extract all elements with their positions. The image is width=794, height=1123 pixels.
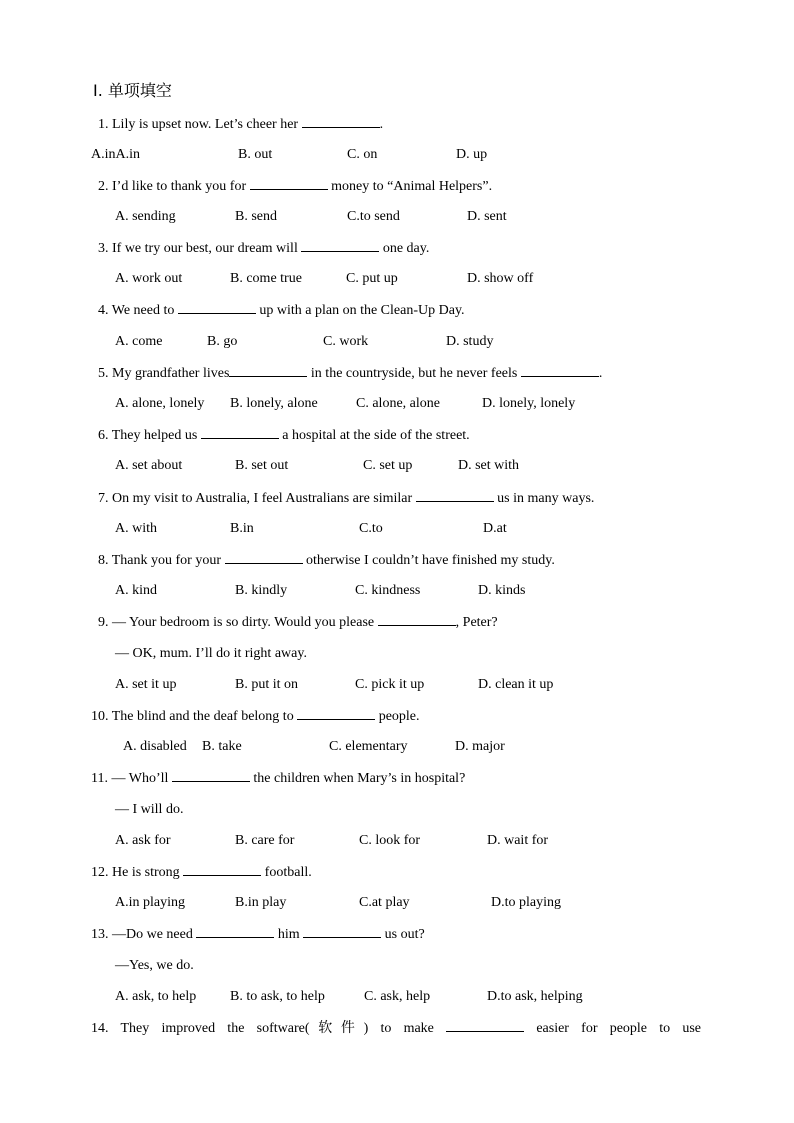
answer-option[interactable]: D.to playing [491, 895, 561, 910]
stem-text: I’d like to thank you for [112, 179, 250, 194]
answer-option[interactable]: A. set about [115, 458, 183, 473]
question-number: 13. [91, 927, 109, 942]
answer-option[interactable]: B. out [238, 147, 273, 162]
question-number: 10. [91, 709, 109, 724]
question-number: 6. [98, 428, 109, 443]
answer-option[interactable]: D. sent [467, 209, 507, 224]
question-stem [91, 925, 425, 944]
question-number: 7. [98, 491, 109, 506]
stem-text: — Who’ll [111, 771, 172, 786]
answer-option[interactable]: B. kindly [235, 583, 288, 598]
answer-option[interactable]: C. set up [363, 458, 413, 473]
answer-blank[interactable] [446, 1019, 524, 1032]
answer-blank[interactable] [183, 863, 261, 876]
reply-line: —Yes, we do. [115, 958, 194, 973]
answer-option[interactable]: C. on [347, 147, 378, 162]
answer-option[interactable]: C. pick it up [355, 677, 425, 692]
question-stem [98, 239, 429, 258]
stem-text: Thank you for your [111, 553, 225, 568]
answer-option[interactable]: B. send [235, 209, 277, 224]
question-number: 11. [91, 771, 108, 786]
answer-option[interactable]: D. kinds [478, 583, 526, 598]
answer-option[interactable]: A. ask, to help [115, 989, 197, 1004]
answer-blank[interactable] [178, 301, 256, 314]
answer-option[interactable]: A. set it up [115, 677, 177, 692]
answer-blank[interactable] [378, 613, 456, 626]
answer-option[interactable]: A. ask for [115, 833, 171, 848]
answer-option[interactable]: D. set with [458, 458, 520, 473]
answer-option[interactable]: A. alone, lonely [115, 396, 205, 411]
stem-text: The blind and the deaf belong to [111, 709, 298, 724]
answer-option[interactable]: C.at play [359, 895, 410, 910]
answer-option[interactable]: B.in [230, 521, 254, 536]
answer-option[interactable]: B. put it on [235, 677, 299, 692]
answer-option[interactable]: D. clean it up [478, 677, 554, 692]
question-stem [98, 426, 470, 445]
answer-option[interactable]: D. major [455, 739, 505, 754]
question-stem [91, 707, 420, 726]
answer-option[interactable]: A. sending [115, 209, 176, 224]
answer-blank[interactable] [302, 115, 380, 128]
answer-option[interactable]: D. up [456, 147, 488, 162]
answer-option[interactable]: A. disabled [123, 739, 187, 754]
answer-option[interactable]: B. lonely, alone [230, 396, 318, 411]
answer-option[interactable]: D. study [446, 334, 494, 349]
question-stem [91, 863, 312, 882]
answer-blank[interactable] [297, 707, 375, 720]
stem-text: . [598, 366, 603, 381]
stem-text: They helped us [111, 428, 201, 443]
answer-option[interactable]: B. come true [230, 271, 302, 286]
stem-text: — Your bedroom is so dirty. Would you please [112, 615, 378, 630]
question-stem [98, 115, 383, 134]
answer-option[interactable]: A. come [115, 334, 163, 349]
stem-text: They improved the software(软件) to make [120, 1021, 447, 1036]
answer-option[interactable]: A.in playing [115, 895, 185, 910]
answer-option[interactable]: D. wait for [487, 833, 549, 848]
answer-option[interactable]: D. lonely, lonely [482, 396, 576, 411]
answer-blank[interactable] [301, 239, 379, 252]
answer-option[interactable]: A. kind [115, 583, 157, 598]
answer-blank[interactable] [303, 925, 381, 938]
stem-text: us out? [381, 927, 425, 942]
answer-option[interactable]: B.in play [235, 895, 287, 910]
stem-text: money to “Animal Helpers”. [327, 179, 493, 194]
answer-blank[interactable] [229, 364, 307, 377]
question-stem [91, 769, 465, 788]
stem-text: football. [261, 865, 312, 880]
answer-option[interactable]: C. put up [346, 271, 398, 286]
answer-blank[interactable] [201, 426, 279, 439]
section-title: Ⅰ. 单项填空 [93, 81, 172, 100]
answer-option[interactable]: D.at [483, 521, 507, 536]
answer-option[interactable]: C.to send [347, 209, 400, 224]
question-number: 9. [98, 615, 109, 630]
answer-option[interactable]: B. take [202, 739, 242, 754]
stem-text: . [379, 117, 384, 132]
question-stem [98, 489, 594, 508]
answer-option[interactable]: D.to ask, helping [487, 989, 583, 1004]
answer-option[interactable]: B. care for [235, 833, 295, 848]
question-stem [98, 177, 492, 196]
answer-option[interactable]: C. look for [359, 833, 421, 848]
answer-blank[interactable] [250, 177, 328, 190]
stem-text: My grandfather lives [112, 366, 230, 381]
stem-text: us in many ways. [493, 491, 595, 506]
stem-text: easier for people to use [524, 1021, 701, 1036]
stem-text: He is strong [112, 865, 184, 880]
answer-blank[interactable] [225, 551, 303, 564]
answer-blank[interactable] [416, 489, 494, 502]
question-stem [98, 301, 465, 320]
stem-text: —Do we need [112, 927, 197, 942]
answer-blank[interactable] [196, 925, 274, 938]
answer-option[interactable]: A.inA.in [91, 147, 140, 162]
answer-option[interactable]: A. work out [115, 271, 183, 286]
question-stem [98, 613, 498, 632]
reply-line: — OK, mum. I’ll do it right away. [115, 646, 307, 661]
stem-text: On my visit to Australia, I feel Australians are similar [112, 491, 416, 506]
stem-text: a hospital at the side of the street. [278, 428, 470, 443]
answer-option[interactable]: C. alone, alone [356, 396, 440, 411]
question-number: 14. [91, 1021, 109, 1036]
answer-option[interactable]: D. show off [467, 271, 534, 286]
stem-text: one day. [379, 241, 430, 256]
stem-text: If we try our best, our dream will [112, 241, 302, 256]
answer-blank[interactable] [521, 364, 599, 377]
stem-text: We need to [111, 303, 178, 318]
answer-option[interactable]: C. elementary [329, 739, 408, 754]
stem-text: otherwise I couldn’t have finished my study. [302, 553, 555, 568]
question-number: 3. [98, 241, 109, 256]
question-stem [98, 551, 555, 570]
answer-option[interactable]: B. go [207, 334, 238, 349]
reply-line: — I will do. [115, 802, 184, 817]
answer-option[interactable]: B. set out [235, 458, 289, 473]
stem-text: Lily is upset now. Let’s cheer her [112, 117, 302, 132]
question-stem [98, 364, 602, 383]
question-number: 12. [91, 865, 109, 880]
answer-option[interactable]: C. ask, help [364, 989, 431, 1004]
answer-option[interactable]: A. with [115, 521, 157, 536]
stem-text: people. [375, 709, 420, 724]
question-number: 2. [98, 179, 109, 194]
question-number: 8. [98, 553, 109, 568]
question-number: 1. [98, 117, 109, 132]
answer-option[interactable]: C. work [323, 334, 369, 349]
stem-text: up with a plan on the Clean-Up Day. [255, 303, 465, 318]
question-number: 5. [98, 366, 109, 381]
stem-text: him [274, 927, 304, 942]
answer-option[interactable]: B. to ask, to help [230, 989, 325, 1004]
stem-text: , Peter? [455, 615, 498, 630]
stem-text: the children when Mary’s in hospital? [249, 771, 466, 786]
question-number: 4. [98, 303, 109, 318]
question-stem [91, 1019, 701, 1038]
answer-option[interactable]: C.to [359, 521, 383, 536]
answer-blank[interactable] [172, 769, 250, 782]
stem-text: in the countryside, but he never feels [307, 366, 521, 381]
answer-option[interactable]: C. kindness [355, 583, 421, 598]
